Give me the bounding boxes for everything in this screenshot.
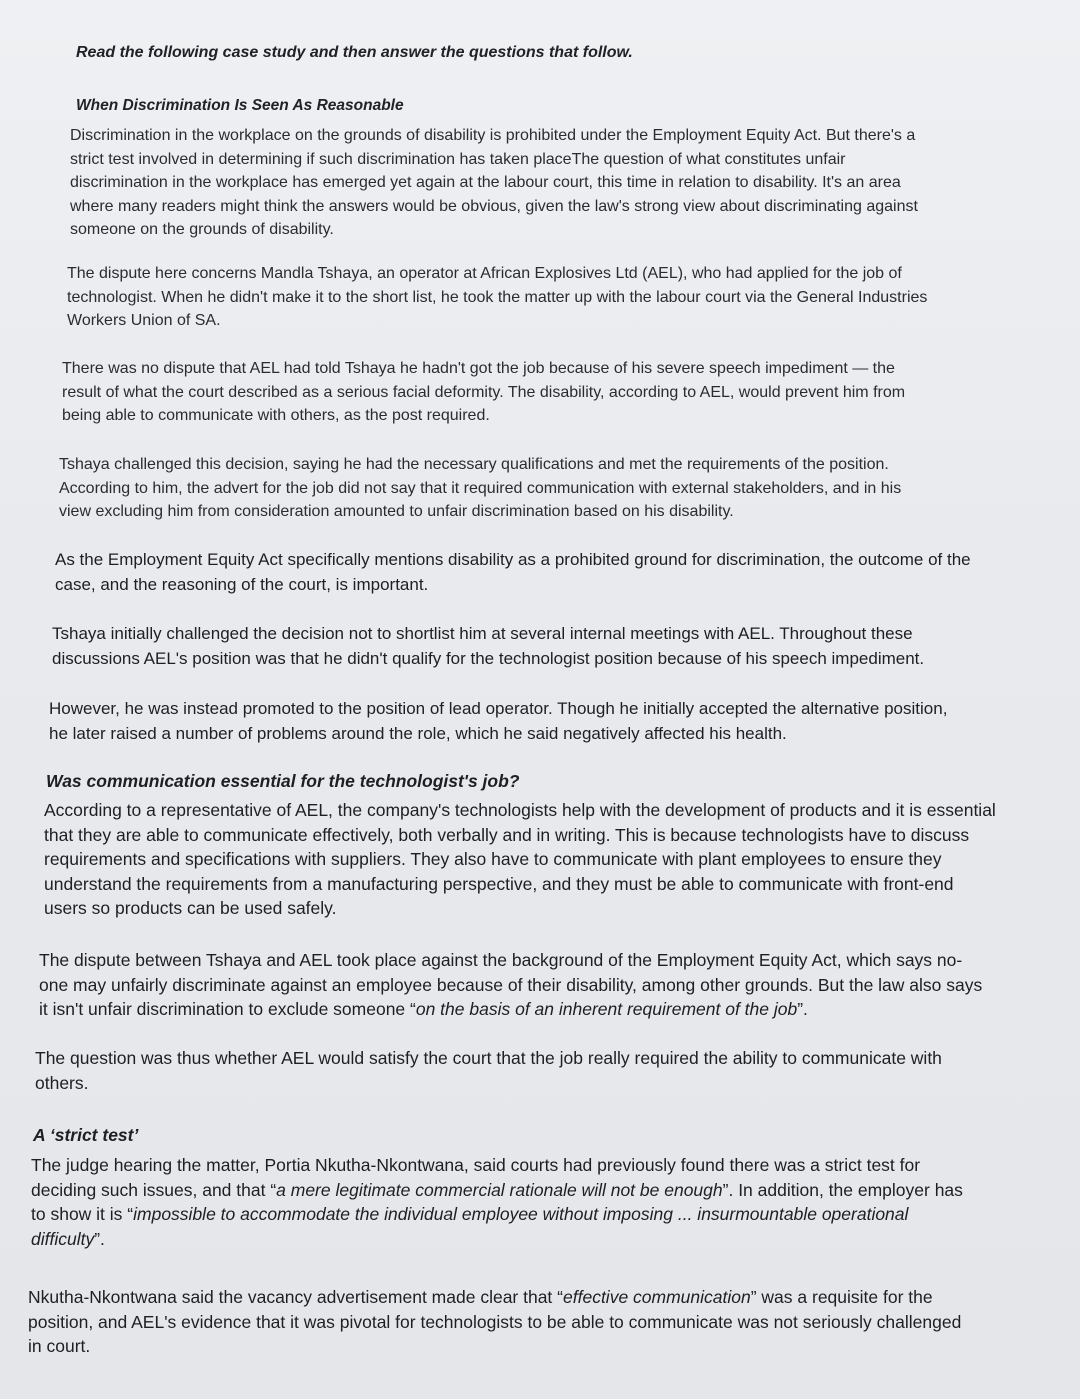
text-line: users so products can be used safely. [44,898,337,918]
text-line [28,1285,1024,1310]
paragraph-final [28,1285,1024,1359]
text-line: According to him, the advert for the job did not say that it required communication with external stakeholders, and in his [59,479,902,497]
paragraph-question [35,1046,1020,1095]
text-line: strict test involved in determining if such discrimination has taken placeThe question of what constitutes unfair [70,150,846,168]
section-heading-communication: Was communication essential for the technologist's job? [46,771,520,791]
text-line: technologist. When he didn't make it to the short list, he took the matter up with the labour court via the General Industries [67,288,928,306]
text-line: where many readers might think the answers would be obvious, given the law's strong view about discriminating against [70,197,918,215]
paragraph-7 [49,697,1015,746]
quoted-text: impossible to accommodate the individual employee without imposing ... insurmountable operational [133,1204,909,1224]
text-line: case, and the reasoning of the court, is important. [55,574,429,594]
paragraph-6 [52,622,1014,671]
text-segment: ”. In addition, the employer has [722,1179,963,1200]
section-heading-strict-test: A ‘strict test’ [33,1125,139,1145]
text-line: The dispute here concerns Mandla Tshaya, an operator at African Explosives Ltd (AEL), who had applied for the job of [67,265,902,282]
text-line: requirements and specifications with suppliers. They also have to communicate with plant employees to ensure they [44,849,942,869]
text-segment: ”. [797,999,808,1019]
text-line: one may unfairly discriminate against an employee because of their disability, among other grounds. But the law also says [39,974,983,995]
text-line: Workers Union of SA. [67,312,221,329]
paragraph-communication [44,798,1018,921]
text-line: Tshaya initially challenged the decision not to shortlist him at several internal meetings with AEL. Throughout these [52,624,913,643]
paragraph-strict-test [31,1153,1023,1251]
text-line: he later raised a number of problems around the role, which he said negatively affected his health. [49,723,787,743]
quoted-text: effective communication [563,1287,751,1307]
text-line: result of what the court described as a serious facial deformity. The disability, according to AEL, would prevent him from [62,383,906,401]
text-line [39,997,1019,1022]
text-segment: ” was a requisite for the [750,1287,933,1307]
text-line [31,1227,1023,1252]
text-line: The question was thus whether AEL would satisfy the court that the job really required the ability to communicate with [35,1048,942,1068]
text-line: someone on the grounds of disability. [70,221,334,238]
text-line: There was no dispute that AEL had told Tshaya he hadn't got the job because of his severe speech impediment — the [62,360,895,377]
text-line: view excluding him from consideration amounted to unfair discrimination based on his disability. [59,503,734,520]
paragraph-2 [67,262,1009,333]
instruction-heading: Read the following case study and then answer the questions that follow. [76,44,633,61]
quoted-text: a mere legitimate commercial rationale will not be enough [276,1179,723,1200]
text-line: in court. [28,1336,91,1356]
text-line: However, he was instead promoted to the position of lead operator. Though he initially accepted the alternative position, [49,699,948,718]
paragraph-5 [55,548,1015,597]
paragraph-1 [70,124,1008,242]
text-segment: it isn't unfair discrimination to exclude someone “ [39,999,416,1019]
text-line: The dispute between Tshaya and AEL took place against the background of the Employment Equity Act, which says no- [39,950,963,970]
text-segment: ”. [94,1228,105,1249]
text-line: Tshaya challenged this decision, saying he had the necessary qualifications and met the requirements of the position. [59,456,889,473]
quoted-text: on the basis of an inherent requirement of the job [415,999,798,1019]
text-segment: deciding such issues, and that “ [31,1179,277,1200]
quoted-text: difficulty [31,1228,95,1249]
text-segment: Nkutha-Nkontwana said the vacancy advertisement made clear that “ [28,1287,563,1307]
text-line: position, and AEL's evidence that it was pivotal for technologists to be able to communicate was not seriously challenged [28,1311,962,1332]
text-line: The judge hearing the matter, Portia Nkutha-Nkontwana, said courts had previously found there was a strict test for [31,1155,921,1175]
text-line [31,1202,1023,1227]
case-study-title: When Discrimination Is Seen As Reasonable [76,97,404,114]
text-segment: to show it is “ [31,1204,134,1224]
text-line [31,1178,1023,1203]
text-line: According to a representative of AEL, the company's technologists help with the development of products and it is essential [44,800,996,820]
text-line: Discrimination in the workplace on the grounds of disability is prohibited under the Employment Equity Act. But there's a [70,127,916,144]
paragraph-3 [62,357,1010,428]
text-line: that they are able to communicate effectively, both verbally and in writing. This is because technologists have to discuss [44,824,970,845]
text-line: understand the requirements from a manufacturing perspective, and they must be able to communicate with front-end [44,873,954,894]
text-line: being able to communicate with others, as the post required. [62,407,490,424]
text-line: others. [35,1072,89,1093]
text-line: As the Employment Equity Act specifically mentions disability as a prohibited ground for discrimination, the outcome of the [55,550,971,569]
paragraph-employment-equity [39,948,1019,1022]
text-line: discrimination in the workplace has emerged yet again at the labour court, this time in relation to disability. It's an area [70,174,901,191]
paragraph-4 [59,453,1011,524]
text-line: discussions AEL's position was that he didn't qualify for the technologist position because of his speech impediment. [52,648,925,668]
